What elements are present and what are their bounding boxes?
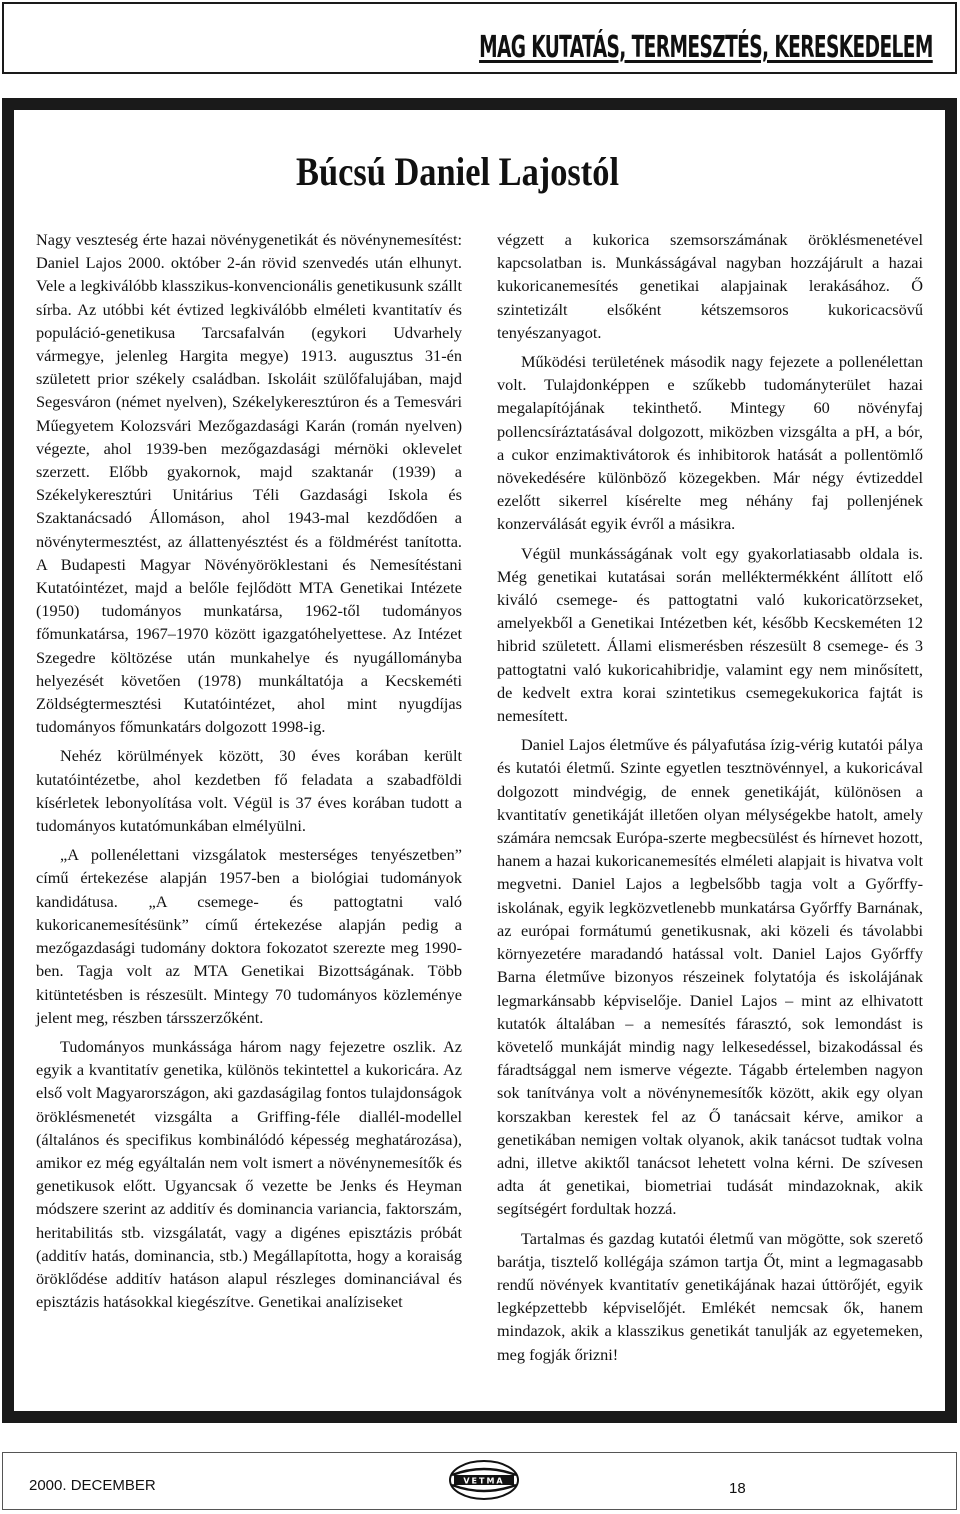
right-column (497, 228, 923, 1366)
paragraph: Végül munkásságának volt egy gyakorlatiasabb oldala is. Még genetikai kutatásai során melléktermékként állított elő kiváló csemege- és pattogtatni való kukoricatörzseket, amelyekből a Genetikai Intézetben két, később Kecskeméten 12 hibrid született. Állami elismerésben részesült 8 csemege- és 3 pattogtatni való kukoricahibridje, valamint egy nem minősített, de kedvelt extra korai szintetikus csemegekukorica fajtát is nemesített. (497, 543, 923, 726)
left-column (36, 228, 462, 1313)
paragraph: Tudományos munkássága három nagy fejezetre oszlik. Az egyik a kvantitatív genetika, különös tekintettel a kukoricára. Az első volt Magyarországon, aki gazdaságilag fontos tulajdonságok öröklésmenetét vizsgálta a Griffing-féle diallél-modellel (általános és specifikus kombinálódó képesség meghatározása), amikor ez még egyáltalán nem volt ismert a növénynemesítők és genetikusok előtt. Ugyancsak ő vezette be Jenks és Heyman módszere szerint az additív és dominancia variancia, faktorszám, heritabilitás stb. vizsgálatát, vagy a digénes episztázis próbát (additív hatás, dominancia, stb.) Megállapította, hogy a koraiság öröklődése additív hatáson alapul részleges dominanciával és episztázis hatásokkal kiegészítve. Genetikai analíziseket (36, 1036, 462, 1312)
page-number: 18 (729, 1480, 746, 1497)
paragraph: Daniel Lajos életműve és pályafutása ízig-vérig kutatói pálya és kutatói életmű. Szinte egyetlen tesztnövénnyel, a kukoricával dolgozott mindvégig, de ennek genetikáját, különösen a kvantitatív genetikáját illetően olyan mélységekbe hatolt, amely számára nemcsak Európa-szerte megbecsülést és hírnevet hozott, hanem a hazai kukoricanemesítés elméleti alapjait is hivatva volt megvetni. Daniel Lajos a legbelsőbb tagja volt a Győrffy-iskolának, egyik legközvetlenebb munkatársa Győrffy Barnának, az európai formátumú genetikusnak, aki közeli és távolabbi környezetére maradandó hatással volt. Daniel Lajos Győrffy Barna életműve bizonyos részeinek folytatója és iskolájának legmarkánsabb képviselője. Daniel Lajos – mint az elhivatott kutatók általában – a nemesítés fárasztó, sok lemondást is követelő munkáját mindig nagy lelkesedéssel, bizakodással és fáradtsággal nem ismerve végezte. Tágabb értelemben nagyon sok tanítványa volt a növénynemesítők között, akik egy olyan korszakban kerestek fel az Ő tanácsait kérve, amikor a genetikában nemigen voltak olyanok, akik tanácsot tudtak volna adni, illetve akiktől tanácsot lehetett volna kérni. De szívesen adta át genetikai, biometriai tudását mindazoknak, akik segítségért fordultak hozzá. (497, 735, 923, 1219)
paragraph: Működési területének második nagy fejezete a pollenélettan volt. Tulajdonképpen e szűkebb tudományterület hazai megalapítójának tekinthető. Mintegy 60 növényfaj pollencsíráztatásával dolgozott, miközben vizsgálta a pH, a bór, a cukor enzimaktivátorok és inhibitorok hatását a pollentömlő növekedésére különböző közegekben. Már négy évtizeddel ezelőtt sikerrel kísérelte meg néhány faj pollenjének konzerválását egyik évről a másikra. (497, 352, 923, 534)
vetma-logo (448, 1459, 520, 1501)
paragraph: „A pollenélettani vizsgálatok mesterséges tenyészetben” című értekezése alapján 1957-ben a biológiai tudományok kandidátusa. „A csemege- és pattogtatni való kukoricanemesítésünk” című értekezése alapján pedig a mezőgazdasági tudomány doktora fokozatot szerezte meg 1990-ben. Tagja volt az MTA Genetikai Bizottságának. Több kitüntetésben is részesült. Mintegy 70 tudományos közleménye jelent meg, részben társszerzőként. (36, 845, 462, 1027)
article-title: Búcsú Daniel Lajostól (296, 149, 620, 194)
paragraph: Nagy veszteség érte hazai növénygenetikát és növénynemesítést: Daniel Lajos 2000. október 2-án rövid szenvedés után elhunyt. Vele a legkiválóbb klasszikus-konvencionális genetikusunk szállt sírba. Az utóbbi két évtized legkiválóbb elméleti kvantitatív és populáció-genetikusa Tarcsafalván (egykori Udvarhely vármegye, jelenleg Hargita megye) 1913. augusztus 31-én született prior székely családban. Iskoláit szülőfalujában, majd Segesváron (német nyelven), Székelykeresztúron és a Temesvári Műegyetem Kolozsvári Mezőgazdasági Karán (román nyelven) végezte, ahol 1939-ben mezőgazdasági mérnöki oklevelet szerzett. Előbb gyakornok, majd szaktanár (1939) a Székelykeresztúri Unitárius Téli Gazdasági Iskola és Szaktanácsadó Állomáson, ahol 1943-mal kezdődően a növénytermesztést, az állattenyésztést és a földmérést tanította. A Budapesti Magyar Növényöröklestani és Nemesítéstani Kutatóintézet, majd a belőle fejlődött MTA Genetikai Intézete (1950) tudományos munkatársa, 1962-től tudományos főmunkatársa, 1967–1970 között igazgatóhelyettese. Az Intézet Szegedre költözése után munkahelye és nyugállományba helyezését követően (1978) munkáltatója a Kecskeméti Zöldségtermesztési Kutatóintézet, ahol mint nyugdíjas tudományos főmunkatárs dolgozott 1998-ig. (36, 230, 462, 737)
logo-lettering: VETMA (463, 1476, 505, 1486)
paragraph: Nehéz körülmények között, 30 éves korában került kutatóintézetbe, ahol kezdetben fő feladata a szabadföldi kísérletek lebonyolítása volt. Végül is 37 éves korában tudott a tudományos kutatómunkában elmélyülni. (36, 746, 462, 836)
paragraph: Tartalmas és gazdag kutatói életmű van mögötte, sok szerető barátja, tisztelő kollégája számon tartja Őt, mint a legmagasabb rendű növények kvantitatív genetikájának hazai úttörőjét, egyik legképzettebb képviselőjét. Emlékét nemcsak ők, hanem mindazok, akik a klasszikus genetikát tanulják az egyetemeken, meg fogják őrizni! (497, 1228, 923, 1364)
issue-date: 2000. DECEMBER (29, 1477, 156, 1494)
page-footer (2, 1452, 957, 1510)
paragraph: végzett a kukorica szemsorszámának öröklésmenetével kapcsolatban is. Munkásságával nagyban hozzájárult a hazai kukoricanemesítés genetikai alapjainak lerakásához. Ő szintetizált elsőként kétszemsoros kukoricacsövű tenyészanyagot. (497, 230, 923, 342)
masthead (2, 2, 957, 74)
series-title: MAG KUTATÁS, TERMESZTÉS, KERESKEDELEM (479, 30, 933, 65)
